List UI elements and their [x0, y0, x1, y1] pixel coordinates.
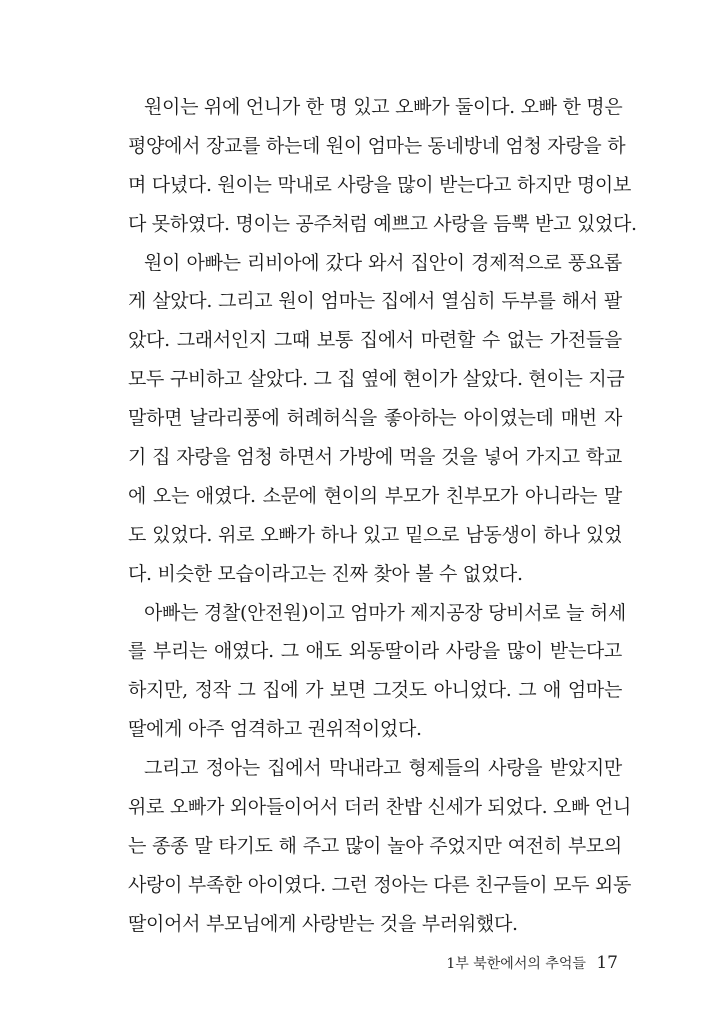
paragraph-2-line-8: 도 있었다. 위로 오빠가 하나 있고 밑으로 남동생이 하나 있었	[128, 523, 622, 546]
paragraph-2-line-6: 기 집 자랑을 엄청 하면서 가방에 먹을 것을 넣어 가지고 학교	[128, 446, 622, 469]
paragraph-2-line-3: 았다. 그래서인지 그때 보통 집에서 마련할 수 없는 가전들을	[128, 329, 622, 352]
paragraph-2-line-5: 말하면 날라리풍에 허례허식을 좋아하는 아이였는데 매번 자	[128, 407, 622, 430]
paragraph-1-line-4: 다 못하였다. 명이는 공주처럼 예쁘고 사랑을 듬뿍 받고 있었다.	[128, 212, 637, 235]
paragraph-2-line-4: 모두 구비하고 살았다. 그 집 옆에 현이가 살았다. 현이는 지금	[128, 368, 625, 391]
paragraph-4-line-5: 딸이어서 부모님에게 사랑받는 것을 부러워했다.	[128, 912, 518, 935]
paragraph-1-line-2: 평양에서 장교를 하는데 원이 엄마는 동네방네 엄청 자랑을 하	[128, 134, 626, 157]
paragraph-3-line-1: 아빠는 경찰(안전원)이고 엄마가 제지공장 당비서로 늘 허세	[144, 601, 626, 624]
paragraph-3-line-2: 를 부리는 애였다. 그 애도 외동딸이라 사랑을 많이 받는다고	[128, 640, 622, 663]
paragraph-2-line-9: 다. 비슷한 모습이라고는 진짜 찾아 볼 수 없었다.	[128, 562, 523, 585]
paragraph-4-line-2: 위로 오빠가 외아들이어서 더러 찬밥 신세가 되었다. 오빠 언니	[128, 796, 632, 819]
paragraph-2-line-7: 에 오는 애였다. 소문에 현이의 부모가 친부모가 아니라는 말	[128, 484, 622, 507]
body-text	[128, 88, 637, 944]
paragraph-4-line-3: 는 종종 말 타기도 해 주고 많이 놀아 주었지만 여전히 부모의	[128, 834, 622, 857]
footer-section-title: 1부 북한에서의 추억들	[446, 956, 586, 972]
paragraph-2-line-2: 게 살았다. 그리고 원이 엄마는 집에서 열심히 두부를 해서 팔	[128, 290, 622, 313]
paragraph-3-line-4: 딸에게 아주 엄격하고 권위적이었다.	[128, 718, 422, 741]
running-footer	[446, 953, 618, 973]
paragraph-4-line-1: 그리고 정아는 집에서 막내라고 형제들의 사랑을 받았지만	[144, 757, 622, 780]
paragraph-4-line-4: 사랑이 부족한 아이였다. 그런 정아는 다른 친구들이 모두 외동	[128, 873, 632, 896]
page-number: 17	[596, 953, 618, 973]
paragraph-1-line-3: 며 다녔다. 원이는 막내로 사랑을 많이 받는다고 하지만 명이보	[128, 173, 632, 196]
paragraph-1-line-1: 원이는 위에 언니가 한 명 있고 오빠가 둘이다. 오빠 한 명은	[144, 96, 623, 118]
paragraph-2-line-1: 원이 아빠는 리비아에 갔다 와서 집안이 경제적으로 풍요롭	[144, 251, 622, 274]
paragraph-3-line-3: 하지만, 정작 그 집에 가 보면 그것도 아니었다. 그 애 엄마는	[128, 679, 622, 702]
